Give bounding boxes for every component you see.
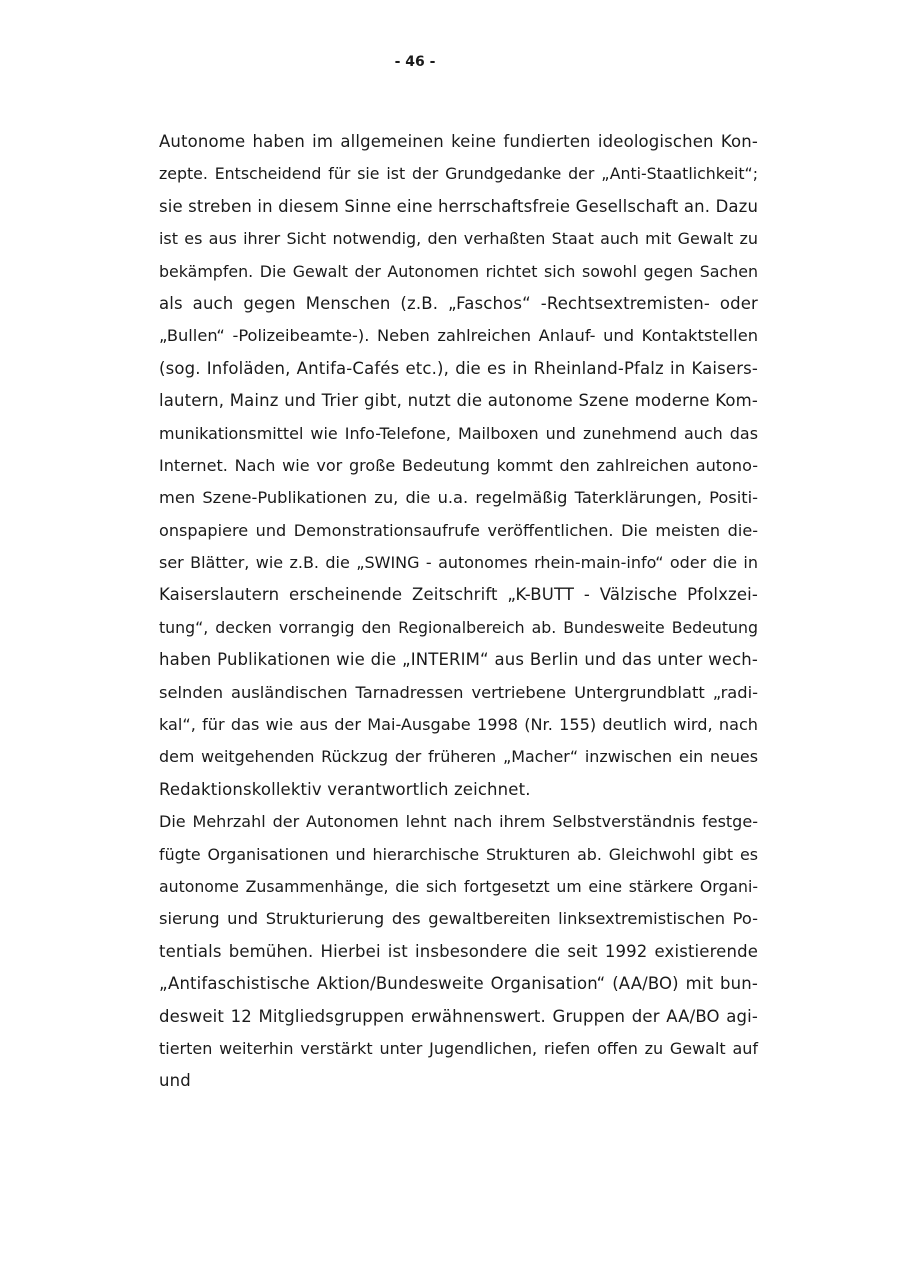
paragraph-2 xyxy=(159,806,758,1098)
text-line: ist es aus ihrer Sicht notwendig, den verhaßten Staat auch mit Gewalt zu xyxy=(159,229,758,249)
text-line: men Szene-Publikationen zu, die u.a. regelmäßig Taterklärungen, Positi- xyxy=(159,488,758,508)
text-line: (sog. Infoläden, Antifa-Cafés etc.), die es in Rheinland-Pfalz in Kaisers- xyxy=(159,358,758,378)
text-line: tentials bemühen. Hierbei ist insbesondere die seit 1992 existierende xyxy=(159,941,758,961)
text-line: lautern, Mainz und Trier gibt, nutzt die autonome Szene moderne Kom- xyxy=(159,391,758,411)
text-line: „Antifaschistische Aktion/Bundesweite Organisation“ (AA/BO) mit bun- xyxy=(159,974,758,994)
text-line: munikationsmittel wie Info-Telefone, Mailboxen und zunehmend auch das xyxy=(159,423,758,443)
text-line: Redaktionskollektiv verantwortlich zeichnet. xyxy=(159,779,531,799)
text-line: selnden ausländischen Tarnadressen vertriebene Untergrundblatt „radi- xyxy=(159,682,758,702)
text-line: tierten weiterhin verstärkt unter Jugendlichen, riefen offen zu Gewalt auf xyxy=(159,1038,758,1058)
paragraph-1 xyxy=(159,126,758,806)
text-line: fügte Organisationen und hierarchische Strukturen ab. Gleichwohl gibt es xyxy=(159,844,758,864)
text-line: bekämpfen. Die Gewalt der Autonomen richtet sich sowohl gegen Sachen xyxy=(159,261,758,281)
text-line: Kaiserslautern erscheinende Zeitschrift „K-BUTT - Välzische Pfolxzei- xyxy=(159,585,758,605)
text-line: Autonome haben im allgemeinen keine fundierten ideologischen Kon- xyxy=(159,132,758,151)
text-line: und xyxy=(159,1071,191,1091)
text-line: zepte. Entscheidend für sie ist der Grundgedanke der „Anti-Staatlichkeit“; xyxy=(159,164,758,184)
text-line: kal“, für das wie aus der Mai-Ausgabe 1998 (Nr. 155) deutlich wird, nach xyxy=(159,715,758,735)
text-line: sierung und Strukturierung des gewaltbereiten linksextremistischen Po- xyxy=(159,909,758,929)
text-line: als auch gegen Menschen (z.B. „Faschos“ -Rechtsextremisten- oder xyxy=(159,293,758,313)
text-line: sie streben in diesem Sinne eine herrschaftsfreie Gesellschaft an. Dazu xyxy=(159,196,759,216)
text-line: Internet. Nach wie vor große Bedeutung kommt den zahlreichen autono- xyxy=(159,455,758,475)
text-line: onspapiere und Demonstrationsaufrufe veröffentlichen. Die meisten die- xyxy=(159,520,758,540)
body-text xyxy=(159,126,758,1098)
text-line: haben Publikationen wie die „INTERIM“ aus Berlin und das unter wech- xyxy=(159,650,758,670)
text-line: ser Blätter, wie z.B. die „SWING - autonomes rhein-main-info“ oder die in xyxy=(159,553,758,573)
text-line: tung“, decken vorrangig den Regionalbereich ab. Bundesweite Bedeutung xyxy=(159,617,758,637)
text-line: autonome Zusammenhänge, die sich fortgesetzt um eine stärkere Organi- xyxy=(159,876,758,896)
page-number: - 46 - xyxy=(394,54,436,70)
text-line: desweit 12 Mitgliedsgruppen erwähnenswert. Gruppen der AA/BO agi- xyxy=(159,1006,758,1026)
text-line: Die Mehrzahl der Autonomen lehnt nach ihrem Selbstverständnis festge- xyxy=(159,812,758,832)
text-line: dem weitgehenden Rückzug der früheren „Macher“ inzwischen ein neues xyxy=(159,747,758,767)
text-line: „Bullen“ -Polizeibeamte-). Neben zahlreichen Anlauf- und Kontaktstellen xyxy=(159,326,758,346)
